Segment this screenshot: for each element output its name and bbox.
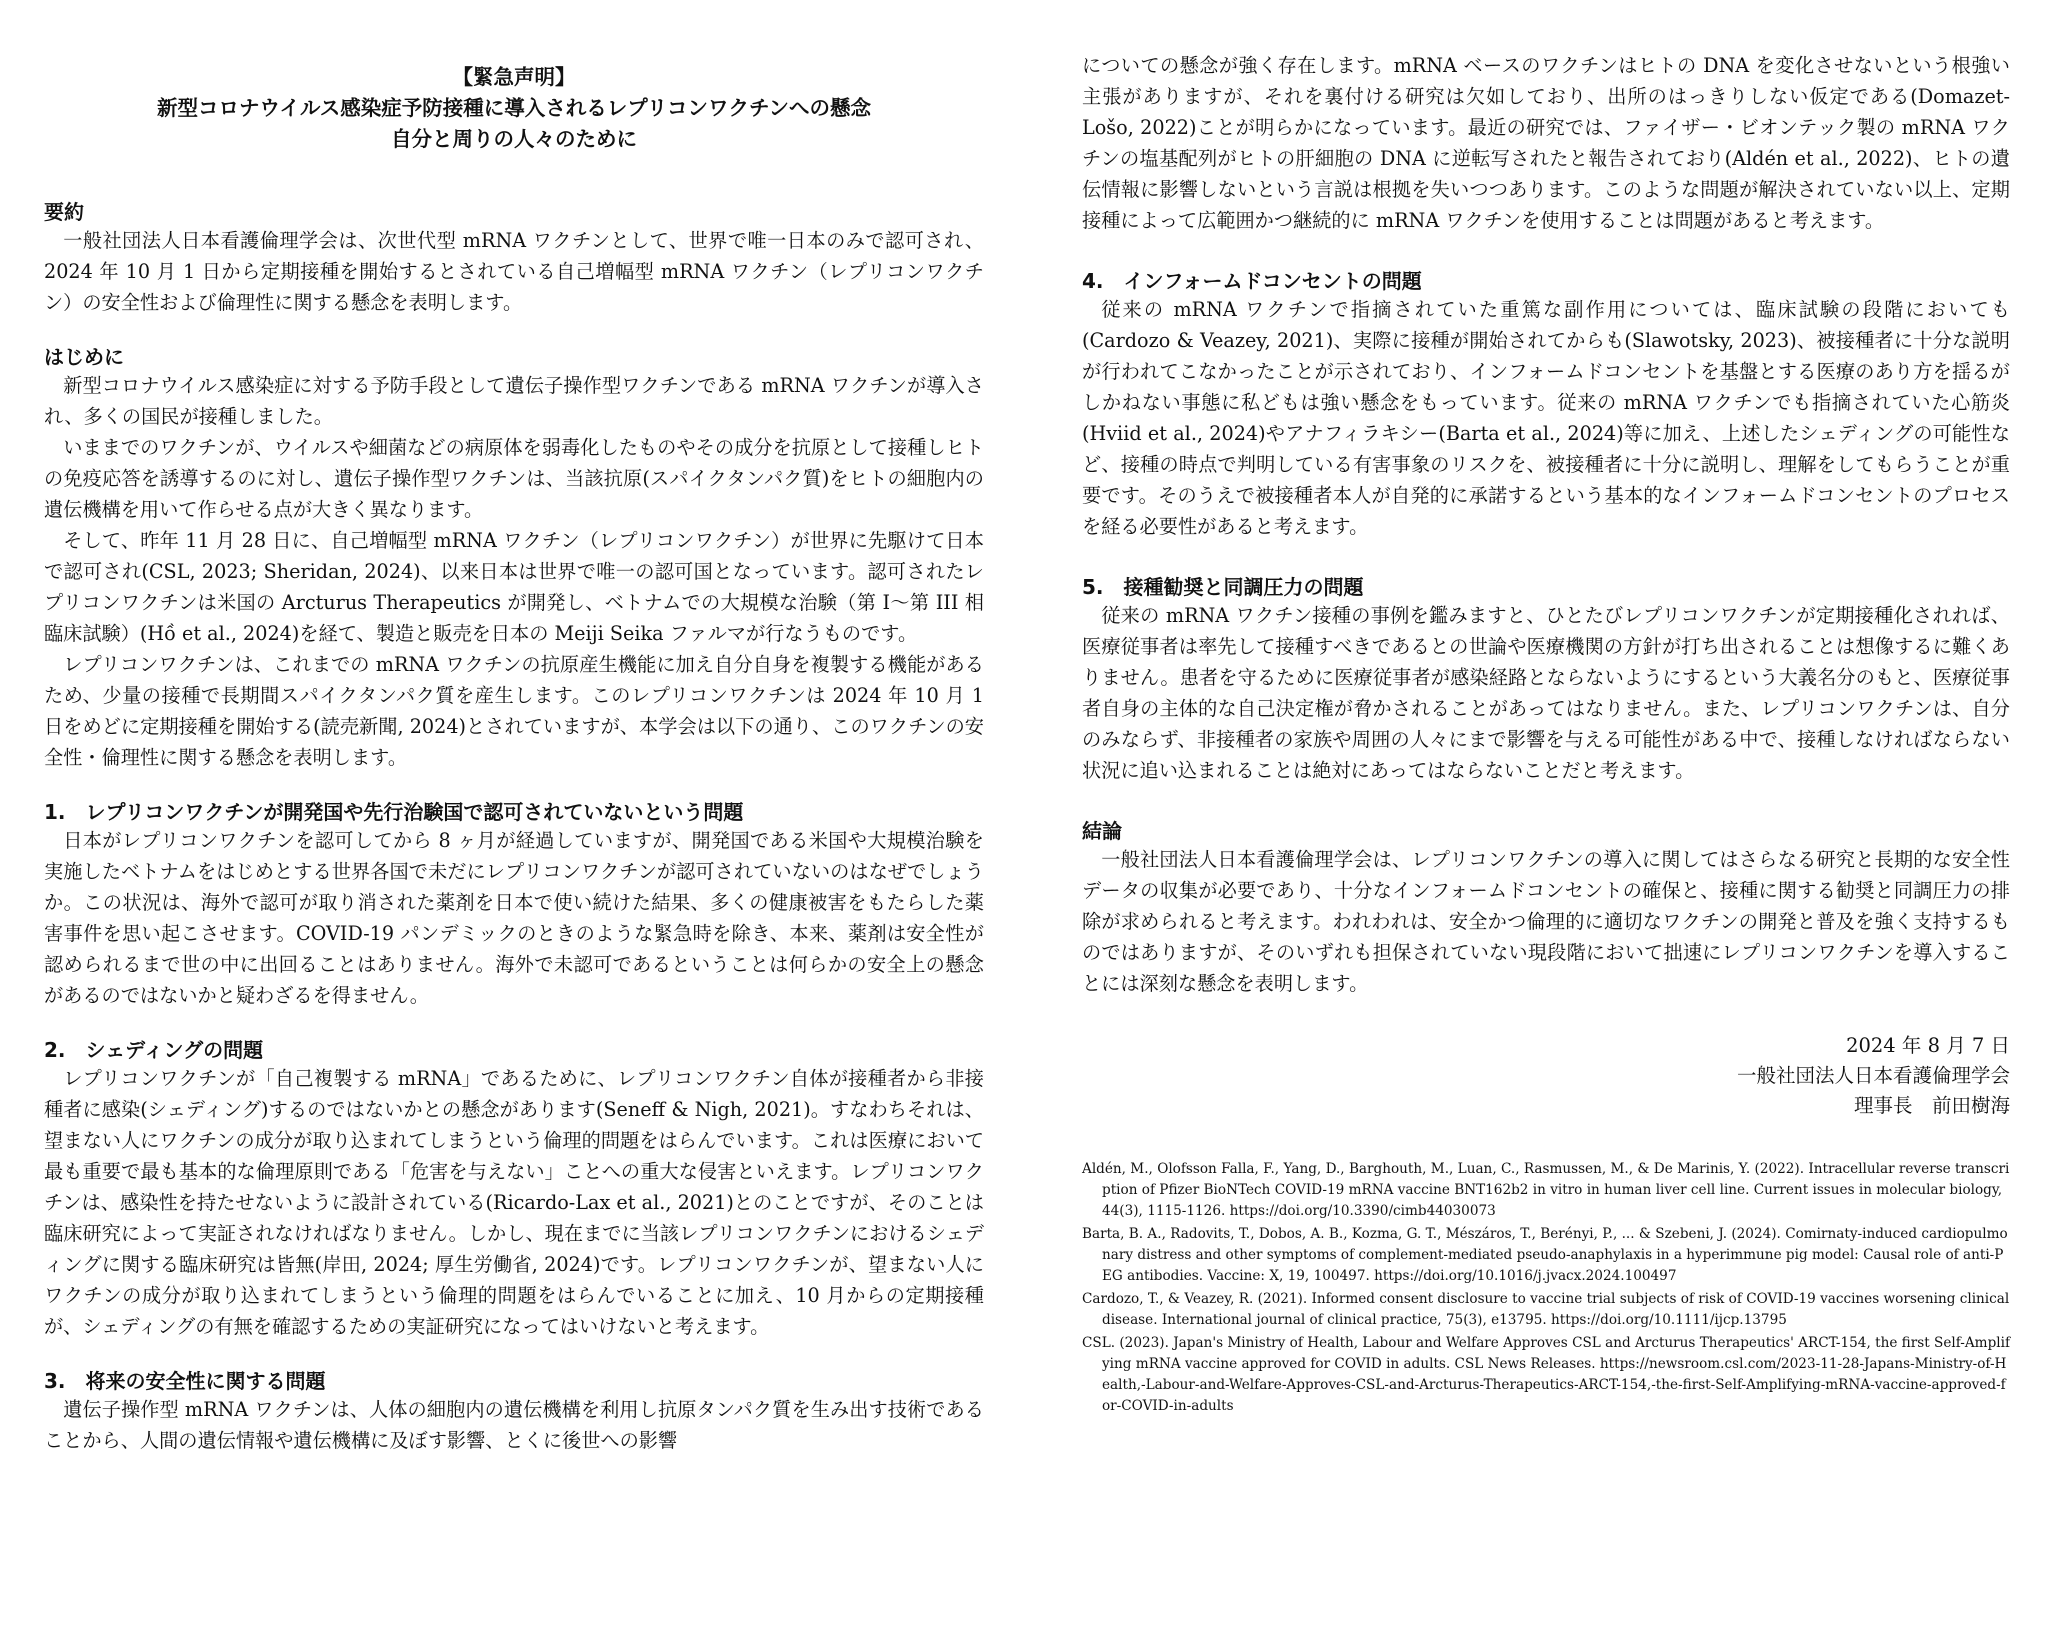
paragraph: 日本がレプリコンワクチンを認可してから 8 ヶ月が経過していますが、開発国である米国や大規模治験を実施したベトナムをはじめとする世界各国で未だにレプリコンワクチンが認可されていないのはなぜでしょうか。この状況は、海外で認可が取り消された薬剤を日本で使い続けた結果、多くの健康被害をもたらした薬害事件を思い起こさせます。COVID-19 パンデミックのときのような緊急時を除き、本来、薬剤は安全性が認められるまで世の中に出回ることはありません。海外で未認可であるということは何らかの安全上の懸念があるのではないかと疑わざるを得ません。 [44, 829, 984, 1007]
reference-item: Barta, B. A., Radovits, T., Dobos, A. B., Kozma, G. T., Mészáros, T., Berényi, P., ... & Szebeni, J. (2024). Comirnaty-induced cardiopulmonary distress and other symptoms of complement-mediated pseudo-anaphylaxis in a hyperimmune pig model: Causal role of anti-PEG antibodies. Vaccine: X, 19, 100497. https://doi.org/10.1016/j.jvacx.2024.100497 [1082, 1226, 2008, 1284]
paragraph: 新型コロナウイルス感染症に対する予防手段として遺伝子操作型ワクチンである mRNA ワクチンが導入され、多くの国民が接種しました。 [44, 374, 984, 428]
section-heading: 結論 [1082, 819, 1122, 843]
organization-name: 一般社団法人日本看護倫理学会 [1736, 1064, 2010, 1087]
representative-name: 理事長 前田樹海 [1853, 1094, 2010, 1117]
reference-item: CSL. (2023). Japan's Ministry of Health, Labour and Welfare Approves CSL and Arcturus Therapeutics' ARCT-154, the first Self-Amplifying mRNA vaccine approved for COVID in adults. CSL News Releases. https://newsroom.csl.com/2023-11-28-Japans-Ministry-of-Health,-Labour-and-Welfare-Approves-CSL-and-Arcturus-Therapeutics-ARCT-154,-the-first-Self-Amplifying-mRNA-vaccine-approved-for-COVID-in-adults [1082, 1335, 2010, 1414]
paragraph: 一般社団法人日本看護倫理学会は、レプリコンワクチンの導入に関してはさらなる研究と長期的な安全性データの収集が必要であり、十分なインフォームドコンセントの確保と、接種に関する勧奨と同調圧力の排除が求められると考えます。われわれは、安全かつ倫理的に適切なワクチンの開発と普及を強く支持するものではありますが、そのいずれも担保されていない現段階において拙速にレプリコンワクチンを導入することには深刻な懸念を表明します。 [1082, 848, 2010, 995]
section-4 [1082, 268, 2010, 542]
paragraph: 従来の mRNA ワクチン接種の事例を鑑みますと、ひとたびレプリコンワクチンが定期接種化されれば、医療従事者は率先して接種すべきであるとの世論や医療機関の方針が打ち出されることは想像するに難くありません。患者を守るために医療従事者が感染経路とならないようにするという大義名分のもと、医療従事者自身の主体的な自己決定権が脅かされることがあってはなりません。また、レプリコンワクチンは、自分のみならず、非接種者の家族や周囲の人々にまで影響を与える可能性がある中で、接種しなければならない状況に追い込まれることは絶対にあってはならないことだと考えます。 [1082, 604, 2010, 782]
section-heading: 1. レプリコンワクチンが開発国や先行治験国で認可されていないという問題 [44, 800, 744, 824]
section-heading: 3. 将来の安全性に関する問題 [44, 1369, 326, 1393]
summary-section [44, 199, 984, 318]
section-heading: 5. 接種勧奨と同調圧力の問題 [1082, 575, 1364, 599]
right-column [1082, 50, 2010, 1419]
reference-item: Aldén, M., Olofsson Falla, F., Yang, D., Barghouth, M., Luan, C., Rasmussen, M., & De Marinis, Y. (2022). Intracellular reverse transcription of Pfizer BioNTech COVID-19 mRNA vaccine BNT162b2 in vitro in human liver cell line. Current issues in molecular biology, 44(3), 1115-1126. https://doi.org/10.3390/cimb44030073 [1082, 1161, 2010, 1219]
conclusion-section [1082, 818, 2010, 999]
paragraph: レプリコンワクチンが「自己複製する mRNA」であるために、レプリコンワクチン自体が接種者から非接種者に感染(シェディング)するのではないかとの懸念があります(Seneff & Nigh, 2021)。すなわちそれは、望まない人にワクチンの成分が取り込まれてしまうという倫理的問題をはらんでいます。これは医療において最も重要で最も基本的な倫理原則である「危害を与えない」ことへの重大な侵害といえます。レプリコンワクチンは、感染性を持たせないように設計されている(Ricardo-Lax et al., 2021)とのことですが、そのことは臨床研究によって実証されなければなりません。しかし、現在までに当該レプリコンワクチンにおけるシェディングに関する臨床研究は皆無(岸田, 2024; 厚生労働省, 2024)です。レプリコンワクチンが、望まない人にワクチンの成分が取り込まれてしまうという倫理的問題をはらんでいることに加え、10 月からの定期接種が、シェディングの有無を確認するための実証研究になってはいけないと考えます。 [44, 1067, 984, 1338]
left-column [44, 50, 984, 1482]
title-block [44, 62, 984, 155]
signature-block [1082, 1031, 2010, 1121]
page-title: 新型コロナウイルス感染症予防接種に導入されるレプリコンワクチンへの懸念 [156, 96, 871, 120]
section-2 [44, 1037, 984, 1342]
section-heading: 4. インフォームドコンセントの問題 [1082, 269, 1422, 293]
paragraph: 遺伝子操作型 mRNA ワクチンは、人体の細胞内の遺伝機構を利用し抗原タンパク質を生み出す技術であることから、人間の遺伝情報や遺伝機構に及ぼす影響、とくに後世への影響 [44, 1398, 984, 1452]
section-3 [44, 1368, 984, 1456]
section-heading: 2. シェディングの問題 [44, 1038, 264, 1062]
paragraph: そして、昨年 11 月 28 日に、自己増幅型 mRNA ワクチン（レプリコンワクチン）が世界に先駆けて日本で認可され(CSL, 2023; Sheridan, 2024)、以来日本は世界で唯一の認可国となっています。認可されたレプリコンワクチンは米国の Arcturus Therapeutics が開発し、ベトナムでの大規模な治験（第 I〜第 III 相臨床試験）(Hồ et al., 2024)を経て、製造と販売を日本の Meiji Seika ファルマが行なうものです。 [44, 529, 984, 645]
page-subtitle: 自分と周りの人々のために [391, 127, 637, 151]
statement-date: 2024 年 8 月 7 日 [1846, 1034, 2010, 1057]
paragraph: いままでのワクチンが、ウイルスや細菌などの病原体を弱毒化したものやその成分を抗原として接種しヒトの免疫応答を誘導するのに対し、遺伝子操作型ワクチンは、当該抗原(スパイクタンパク質)をヒトの細胞内の遺伝機構を用いて作らせる点が大きく異なります。 [44, 436, 984, 521]
intro-section [44, 344, 984, 773]
paragraph: についての懸念が強く存在します。mRNA ベースのワクチンはヒトの DNA を変化させないという根強い主張がありますが、それを裏付ける研究は欠如しており、出所のはっきりしない仮定である(Domazet-Lošo, 2022)ことが明らかになっています。最近の研究では、ファイザー・ビオンテック製の mRNA ワクチンの塩基配列がヒトの肝細胞の DNA に逆転写されたと報告されており(Aldén et al., 2022)、ヒトの遺伝情報に影響しないという言説は根拠を失いつつあります。このような問題が解決されていない以上、定期接種によって広範囲かつ継続的に mRNA ワクチンを使用することは問題があると考えます。 [1082, 54, 2010, 232]
section-1 [44, 799, 984, 1011]
paragraph: 従来の mRNA ワクチンで指摘されていた重篤な副作用については、臨床試験の段階においても(Cardozo & Veazey, 2021)、実際に接種が開始されてからも(Slawotsky, 2023)、被接種者に十分な説明が行われてこなかったことが示されており、インフォームドコンセントを基盤とする医療のあり方を揺るがしかねない事態に私どもは強い懸念をもっています。従来の mRNA ワクチンでも指摘されていた心筋炎(Hviid et al., 2024)やアナフィラキシー(Barta et al., 2024)等に加え、上述したシェディングの可能性など、接種の時点で判明している有害事象のリスクを、被接種者に十分に説明し、理解をしてもらうことが重要です。そのうえで被接種者本人が自発的に承諾するという基本的なインフォームドコンセントのプロセスを経る必要性があると考えます。 [1082, 298, 2010, 538]
statement-tag: 【緊急声明】 [452, 65, 576, 89]
section-heading: 要約 [44, 200, 84, 224]
section-heading: はじめに [44, 345, 124, 369]
section-3-continued [1082, 50, 2010, 236]
references-list [1082, 1159, 2010, 1417]
paragraph: レプリコンワクチンは、これまでの mRNA ワクチンの抗原産生機能に加え自分自身を複製する機能があるため、少量の接種で長期間スパイクタンパク質を産生します。このレプリコンワクチンは 2024 年 10 月 1 日をめどに定期接種を開始する(読売新聞, 2024)とされていますが、本学会は以下の通り、このワクチンの安全性・倫理性に関する懸念を表明します。 [44, 653, 984, 769]
paragraph: 一般社団法人日本看護倫理学会は、次世代型 mRNA ワクチンとして、世界で唯一日本のみで認可され、2024 年 10 月 1 日から定期接種を開始するとされている自己増幅型 mRNA ワクチン（レプリコンワクチン）の安全性および倫理性に関する懸念を表明します。 [44, 229, 984, 314]
reference-item: Cardozo, T., & Veazey, R. (2021). Informed consent disclosure to vaccine trial subjects of risk of COVID-19 vaccines worsening clinical disease. International journal of clinical practice, 75(3), e13795. https://doi.org/10.1111/ijcp.13795 [1082, 1291, 2010, 1328]
section-5 [1082, 574, 2010, 786]
